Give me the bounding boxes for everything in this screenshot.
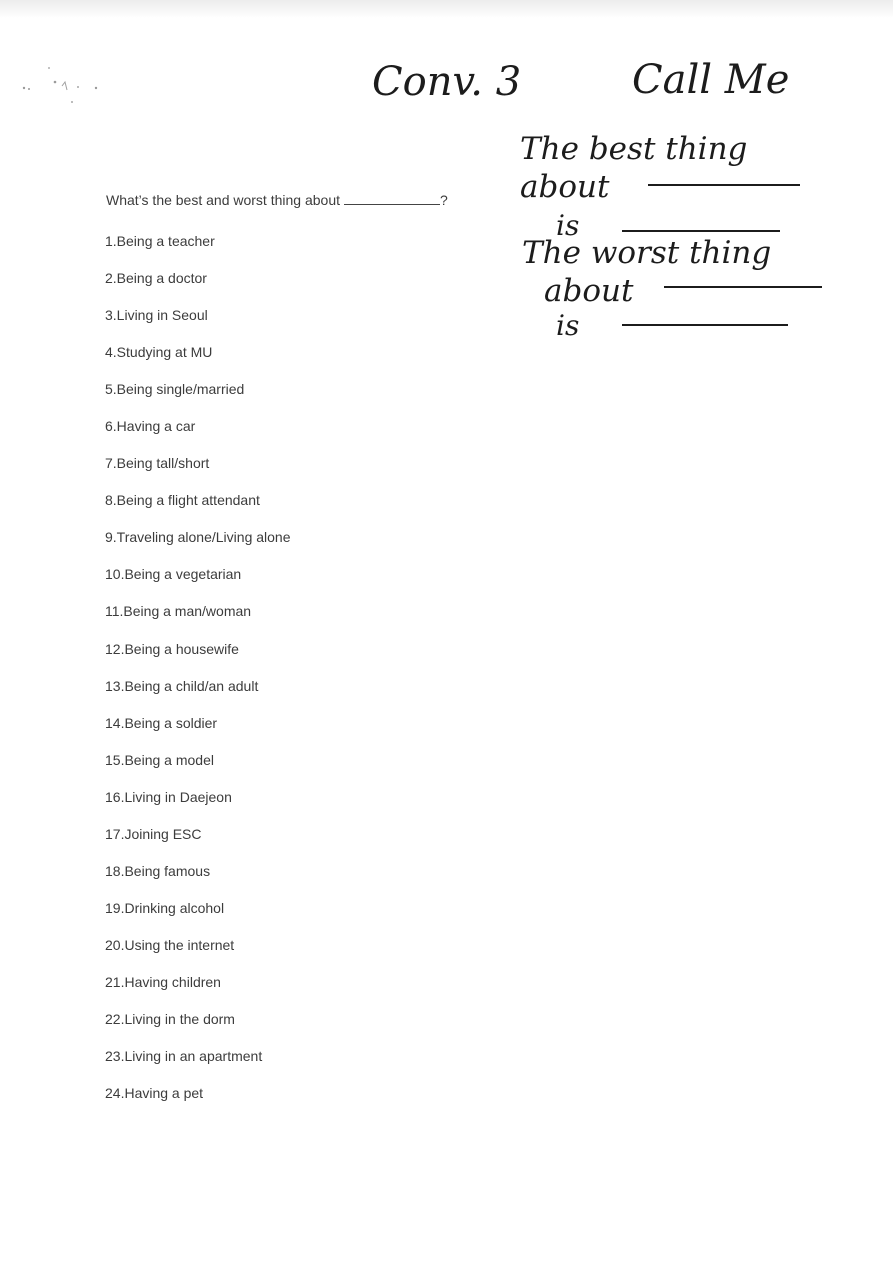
- list-item: 7.Being tall/short: [105, 455, 210, 472]
- handwritten-blank-1: [648, 184, 800, 186]
- list-item: 2.Being a doctor: [105, 270, 207, 287]
- list-item: 14.Being a soldier: [105, 714, 218, 731]
- list-item: 15.Being a model: [105, 751, 214, 768]
- list-item: 3.Living in Seoul: [105, 307, 208, 324]
- list-item: 1.Being a teacher: [105, 233, 215, 249]
- list-item: 13.Being a child/an adult: [105, 677, 259, 694]
- handwritten-best-line: The best thing: [520, 131, 748, 167]
- question-suffix: ?: [440, 192, 448, 208]
- handwritten-blank-4: [622, 324, 788, 326]
- list-item: 17.Joining ESC: [105, 825, 202, 842]
- question-prefix: What’s the best and worst thing about: [106, 192, 340, 208]
- handwritten-is-line-1: is: [556, 209, 580, 242]
- list-item: 12.Being a housewife: [105, 640, 239, 657]
- topic-list: [105, 233, 291, 1122]
- question-blank: [344, 204, 440, 205]
- list-item: 22.Living in the dorm: [105, 1010, 235, 1027]
- scan-speck-marks: [18, 58, 108, 108]
- worksheet-question: [106, 192, 448, 208]
- handwritten-blank-2: [622, 230, 780, 232]
- handwritten-worst-line: The worst thing: [522, 235, 772, 271]
- list-item: 10.Being a vegetarian: [105, 566, 242, 583]
- handwritten-subtitle: Call Me: [632, 57, 790, 103]
- list-item: 16.Living in Daejeon: [105, 788, 232, 805]
- list-item: 20.Using the internet: [105, 936, 235, 953]
- list-item: 19.Drinking alcohol: [105, 899, 225, 916]
- handwritten-about-line-1: about: [520, 169, 610, 205]
- list-item: 21.Having children: [105, 973, 221, 990]
- handwritten-title: Conv. 3: [372, 59, 522, 105]
- list-item: 23.Living in an apartment: [105, 1048, 263, 1065]
- handwritten-blank-3: [664, 286, 822, 288]
- list-item: 18.Being famous: [105, 862, 211, 879]
- list-item: 11.Being a man/woman: [105, 603, 252, 620]
- handwritten-is-line-2: is: [556, 309, 580, 342]
- scan-top-edge: [0, 0, 893, 18]
- list-item: 4.Studying at MU: [105, 344, 213, 361]
- list-item: 5.Being single/married: [105, 381, 245, 398]
- list-item: 24.Having a pet: [105, 1085, 204, 1102]
- list-item: 9.Traveling alone/Living alone: [105, 529, 291, 546]
- list-item: 6.Having a car: [105, 418, 196, 435]
- list-item: 8.Being a flight attendant: [105, 492, 260, 509]
- handwritten-about-line-2: about: [544, 273, 634, 309]
